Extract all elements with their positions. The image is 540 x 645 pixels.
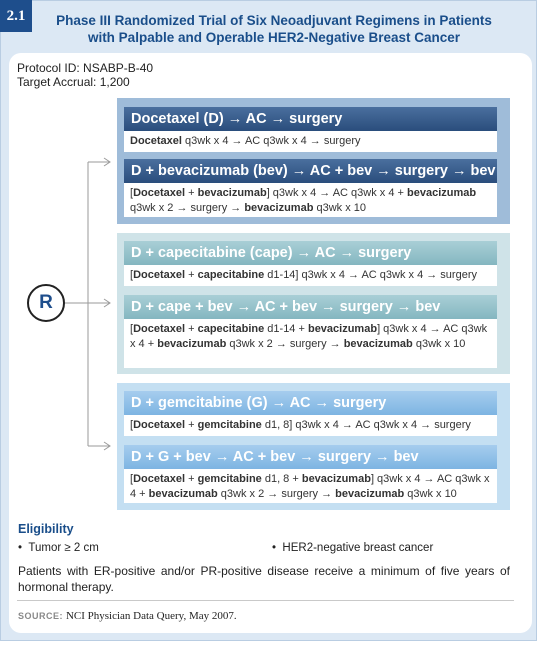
randomization-node: R <box>27 284 65 322</box>
arm-4-header: D + cape + bev → AC + bev → surgery → bev <box>124 295 497 319</box>
arm-1-header: Docetaxel (D) → AC → surgery <box>124 107 497 131</box>
drug-name: bevacizumab <box>157 338 227 350</box>
arm-2-header: D + bevacizumab (bev) → AC + bev → surgery → bev <box>124 159 497 183</box>
arm-5-regimen <box>124 415 497 436</box>
target-accrual: Target Accrual: 1,200 <box>17 75 130 89</box>
drug-name: bevacizumab <box>335 488 405 500</box>
regimen-text: d1, 8 + <box>261 473 302 485</box>
arm-1-regimen <box>124 131 497 152</box>
regimen-text: q3wk x 10 <box>313 202 367 214</box>
drug-name: bevacizumab <box>307 323 378 335</box>
regimen-text: [ <box>130 187 134 199</box>
arm-3-header: D + capecitabine (cape) → AC → surgery <box>124 241 497 265</box>
regimen-text: d1, 8] q3wk x 4 → AC q3wk x 4 → surgery <box>261 419 471 431</box>
drug-name: Docetaxel <box>133 323 186 335</box>
divider <box>17 600 514 601</box>
arm-2-regimen <box>124 183 497 217</box>
regimen-text: q3wk x 10 <box>412 338 466 350</box>
arm-3-regimen <box>124 265 497 286</box>
eligibility-item <box>18 542 99 554</box>
drug-name: bevacizumab <box>197 187 267 199</box>
drug-name: gemcitabine <box>197 419 262 431</box>
regimen-text: q3wk x 2 → surgery → <box>217 488 336 500</box>
regimen-text: [ <box>130 419 134 431</box>
source-text: NCI Physician Data Query, May 2007. <box>65 610 237 622</box>
regimen-text: [ <box>130 473 134 485</box>
regimen-text: ] q3wk x 4 → AC q3wk x 4 + <box>130 473 490 500</box>
regimen-text: + <box>185 187 198 199</box>
figure-title-line-2: with Palpable and Operable HER2-Negative Breast Cancer <box>87 30 461 45</box>
eligibility-note: Patients with ER-positive and/or PR-positive disease receive a minimum of five years of hormonal therapy. <box>18 564 510 594</box>
regimen-text: q3wk x 4 → AC q3wk x 4 → surgery <box>181 135 361 147</box>
regimen-text: + <box>185 323 198 335</box>
figure-title-line-1: Phase III Randomized Trial of Six Neoadjuvant Regimens in Patients <box>56 13 492 28</box>
figure-number-badge: 2.1 <box>0 0 32 32</box>
drug-name: bevacizumab <box>148 488 218 500</box>
arm-6-regimen <box>124 469 497 503</box>
regimen-text: d1-14 + <box>264 323 308 335</box>
eligibility-item-text: HER2-negative breast cancer <box>282 542 434 554</box>
regimen-text: q3wk x 2 → surgery → <box>130 202 245 214</box>
bullet-icon: • <box>272 542 283 554</box>
drug-name: bevacizumab <box>343 338 413 350</box>
bullet-icon: • <box>18 542 29 554</box>
drug-name: Docetaxel <box>133 473 186 485</box>
arm-5-header: D + gemcitabine (G) → AC → surgery <box>124 391 497 415</box>
arm-4-regimen <box>124 319 497 368</box>
drug-name: bevacizumab <box>244 202 314 214</box>
protocol-id: Protocol ID: NSABP-B-40 <box>17 61 154 75</box>
regimen-text: [ <box>130 323 134 335</box>
regimen-text: q3wk x 10 <box>404 488 457 500</box>
drug-name: Docetaxel <box>133 419 186 431</box>
regimen-text: ] q3wk x 4 → AC q3wk x 4 + <box>130 323 488 350</box>
regimen-text: q3wk x 2 → surgery → <box>226 338 344 350</box>
eligibility-heading: Eligibility <box>18 522 74 536</box>
arm-6-header: D + G + bev → AC + bev → surgery → bev <box>124 445 497 469</box>
drug-name: Docetaxel <box>133 269 186 281</box>
regimen-text: [ <box>130 269 134 281</box>
eligibility-item-text: Tumor ≥ 2 cm <box>28 542 99 554</box>
drug-name: gemcitabine <box>197 473 262 485</box>
drug-name: capecitabine <box>197 323 265 335</box>
regimen-text: ] q3wk x 4 → AC q3wk x 4 + <box>266 187 407 199</box>
drug-name: capecitabine <box>197 269 265 281</box>
drug-name: Docetaxel <box>133 187 186 199</box>
regimen-text: + <box>185 473 198 485</box>
eligibility-item <box>272 542 433 554</box>
source-citation <box>18 610 237 622</box>
regimen-text: + <box>185 269 198 281</box>
drug-name: bevacizumab <box>301 473 371 485</box>
regimen-text: + <box>185 419 198 431</box>
drug-name: bevacizumab <box>407 187 477 199</box>
source-label: SOURCE: <box>18 611 64 621</box>
drug-name: Docetaxel <box>130 135 182 147</box>
regimen-text: d1-14] q3wk x 4 → AC q3wk x 4 → surgery <box>264 269 477 281</box>
